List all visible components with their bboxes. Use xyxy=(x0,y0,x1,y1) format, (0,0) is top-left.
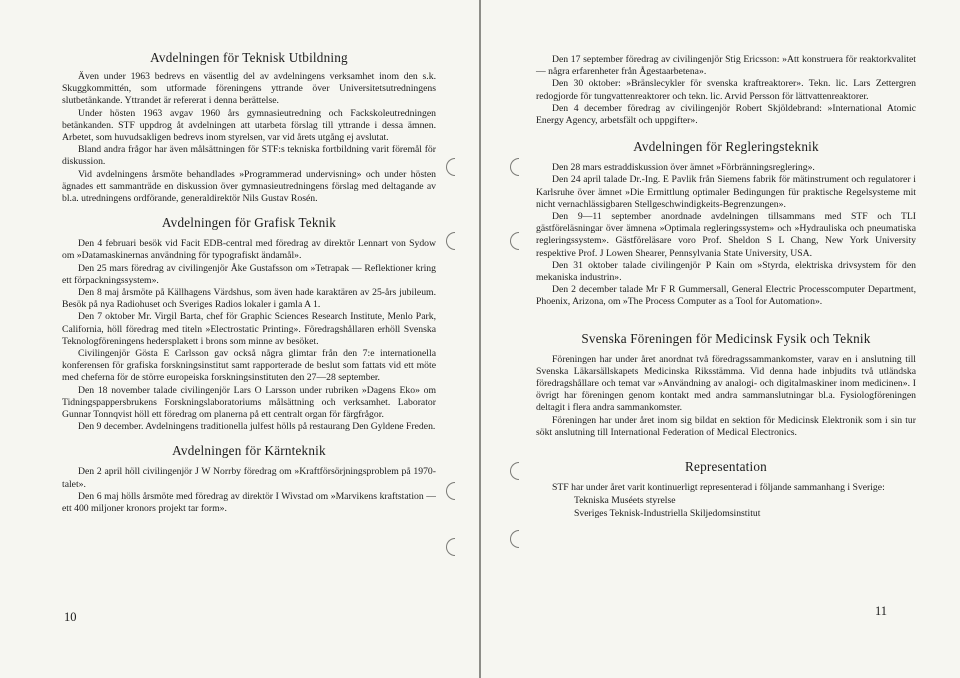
paragraph: Den 28 mars estraddiskussion över ämnet »Förbränningsreglering». xyxy=(552,162,815,174)
left-page-column xyxy=(62,36,436,515)
paragraph: STF har under året varit kontinuerligt representerad i följande sammanhang i Sverige: xyxy=(552,482,885,494)
paragraph: Vid avdelningens årsmöte behandlades »Programmerad undervisning» och under hösten ägnades ett sammanträde en diskussion över gymnasieutredningens förslag med deltagande av bl.a. utredningens ordförande, generaldirektör Nils Gustav Rosén. xyxy=(62,168,436,205)
paragraph: Den 18 november talade civilingenjör Lars O Larsson under rubriken »Dagens Eko» om Tidningspappersbrukens Forskningslaboratoriums målsättning och verksamhet. Laborator Gunnar Tonnqvist höll ett föredrag om planerna på ett centralt organ för färgfrågor. xyxy=(62,384,436,421)
right-page-column xyxy=(536,54,916,521)
paragraph: Bland andra frågor har även målsättningen för STF:s tekniska fortbildning varit föremål för diskussion. xyxy=(62,144,436,168)
paragraph: Den 31 oktober talade civilingenjör P Kain om »Styrda, elektriska drivsystem för den mekaniska industrin». xyxy=(536,259,916,284)
paragraph: Den 30 oktober: »Bränslecykler för svenska kraftreaktorer». Tekn. lic. Lars Zettergren redogjorde för tungvattenreaktorer och tekn. lic. Arvid Persson för lättvattenreaktorer. xyxy=(536,78,916,102)
section-heading-medicinsk-fysik: Svenska Föreningen för Medicinsk Fysik och Teknik xyxy=(581,330,871,346)
paragraph: Den 8 maj årsmöte på Källhagens Värdshus, som även hade karaktären av 25-års jubileum. Besök på nya Radiohuset och Sveriges Radios lokaler i gamla A 1. xyxy=(62,287,436,311)
section-heading-regleringsteknik: Avdelningen för Regleringsteknik xyxy=(633,139,819,155)
left-page xyxy=(0,0,479,678)
list-item: Tekniska Muséets styrelse xyxy=(574,495,676,507)
paragraph: Den 25 mars föredrag av civilingenjör Åke Gustafsson om »Tetrapak — Reflektioner kring ett förpackningssystem». xyxy=(62,262,436,286)
paragraph: Föreningen har under året anordnat två föredragssammankomster, varav en i anslutning till Svenska Läkarsällskapets Medicinska Riksstämma. Vid denna hade inbjudits två utländska föredragshållare och temat var »Användning av analogi- och digitalmaskiner inom medicinen». I övrigt har föreningen genom kontakt med andra sammanslutningar bl.a. Fysiologföreningen deltagit i flera andra sammankomster. xyxy=(536,353,916,414)
section-heading-teknisk-utbildning: Avdelningen för Teknisk Utbildning xyxy=(150,50,348,65)
paragraph: Föreningen har under året inom sig bildat en sektion för Medicinsk Elektronik som i sin tur sökt anslutning till International Federation of Medical Electronics. xyxy=(536,414,916,438)
paragraph: Den 9 december. Avdelningens traditionella julfest hölls på restaurang Den Gyldene Freden. xyxy=(78,421,436,433)
section-heading-grafisk-teknik: Avdelningen för Grafisk Teknik xyxy=(161,215,337,231)
paragraph: Den 17 september föredrag av civilingenjör Stig Ericsson: »Att konstruera för reaktorkvalitet — några erfarenheter från Ågestaarbetena». xyxy=(536,54,916,78)
paragraph: Den 9—11 september anordnade avdelningen tillsammans med STF och TLI gästföreläsningar över ämnena »Optimala regleringssystem» och »Hydrauliska och pneumatiska regleringssystem». Gästföreläsare voro Prof. Sheldon S L Chang, New York University respektive Prof. J Lowen Shearer, Pennsylvania State University, USA. xyxy=(536,211,916,259)
list-item: Sveriges Teknisk-Industriella Skiljedomsinstitut xyxy=(574,508,761,520)
paragraph: Den 24 april talade Dr.-Ing. E Pavlik från Siemens fabrik för mätinstrument och regulatorer i Karlsruhe över ämnet »Die Ermittlung optimaler Bedingungen für praktische Regelsysteme mit nicht vernachlässigbaren Stellgeschwindigkeits-Begrenzungen». xyxy=(536,174,916,210)
paragraph: Den 7 oktober Mr. Virgil Barta, chef för Graphic Sciences Research Institute, Menlo Park, California, höll föredrag med titeln »Electrostatic Printing». Föredragshållaren erhöll Svenska Teknologföreningens hedersplakett i brons som minne av besöket. xyxy=(62,311,436,347)
page-number: 10 xyxy=(64,610,77,624)
paragraph: Även under 1963 bedrevs en väsentlig del av avdelningens verksamhet inom den s.k. Skuggkommittén, som utformade föreningens yttrande över Universitetsutredningens slutbetänkande. Yttrandet är refererat i denna berättelse. xyxy=(62,71,436,107)
section-heading-karnteknik: Avdelningen för Kärnteknik xyxy=(172,443,326,459)
paragraph: Den 2 december talade Mr F R Gummersall, General Electric Processcomputer Department, Phoenix, Arizona, om »The Process Computer as a Tool for Automation». xyxy=(536,284,916,308)
section-heading-representation: Representation xyxy=(685,459,767,475)
paragraph: Den 4 december föredrag av civilingenjör Robert Skjöldebrand: »International Atomic Energy Agency, arbetsfält och uppgifter». xyxy=(536,102,916,127)
paragraph: Civilingenjör Gösta E Carlsson gav också några glimtar från den 7:e internationella konferensen för grafiska forskningsinstitut samt rapporterade de beslut som fattats vid ett möte med cheferna för de större europeiska forskningsinstituten den 27—28 september. xyxy=(62,348,436,384)
right-page xyxy=(481,0,960,678)
paragraph: Den 4 februari besök vid Facit EDB-central med föredrag av direktör Lennart von Sydow om »Datamaskinernas användning för typografiskt ändamål». xyxy=(62,238,436,262)
page-number: 11 xyxy=(875,604,888,618)
paragraph: Den 6 maj hölls årsmöte med föredrag av direktör I Wivstad om »Marvikens kraftstation — ett 400 miljoner kronors projekt tar form». xyxy=(62,490,436,515)
paragraph: Den 2 april höll civilingenjör J W Norrby föredrag om »Kraftförsörjningsproblem på 1970-talet». xyxy=(62,466,436,490)
paragraph: Under hösten 1963 avgav 1960 års gymnasieutredning och Fackskoleutredningen betänkanden. STF uppdrog åt avdelningen att utarbeta förslag till yttrande i dessa ämnen. Arbetet, som huvudsakligen bedrevs inom styrelsen, var vid årets utgång ej avslutat. xyxy=(62,107,436,144)
